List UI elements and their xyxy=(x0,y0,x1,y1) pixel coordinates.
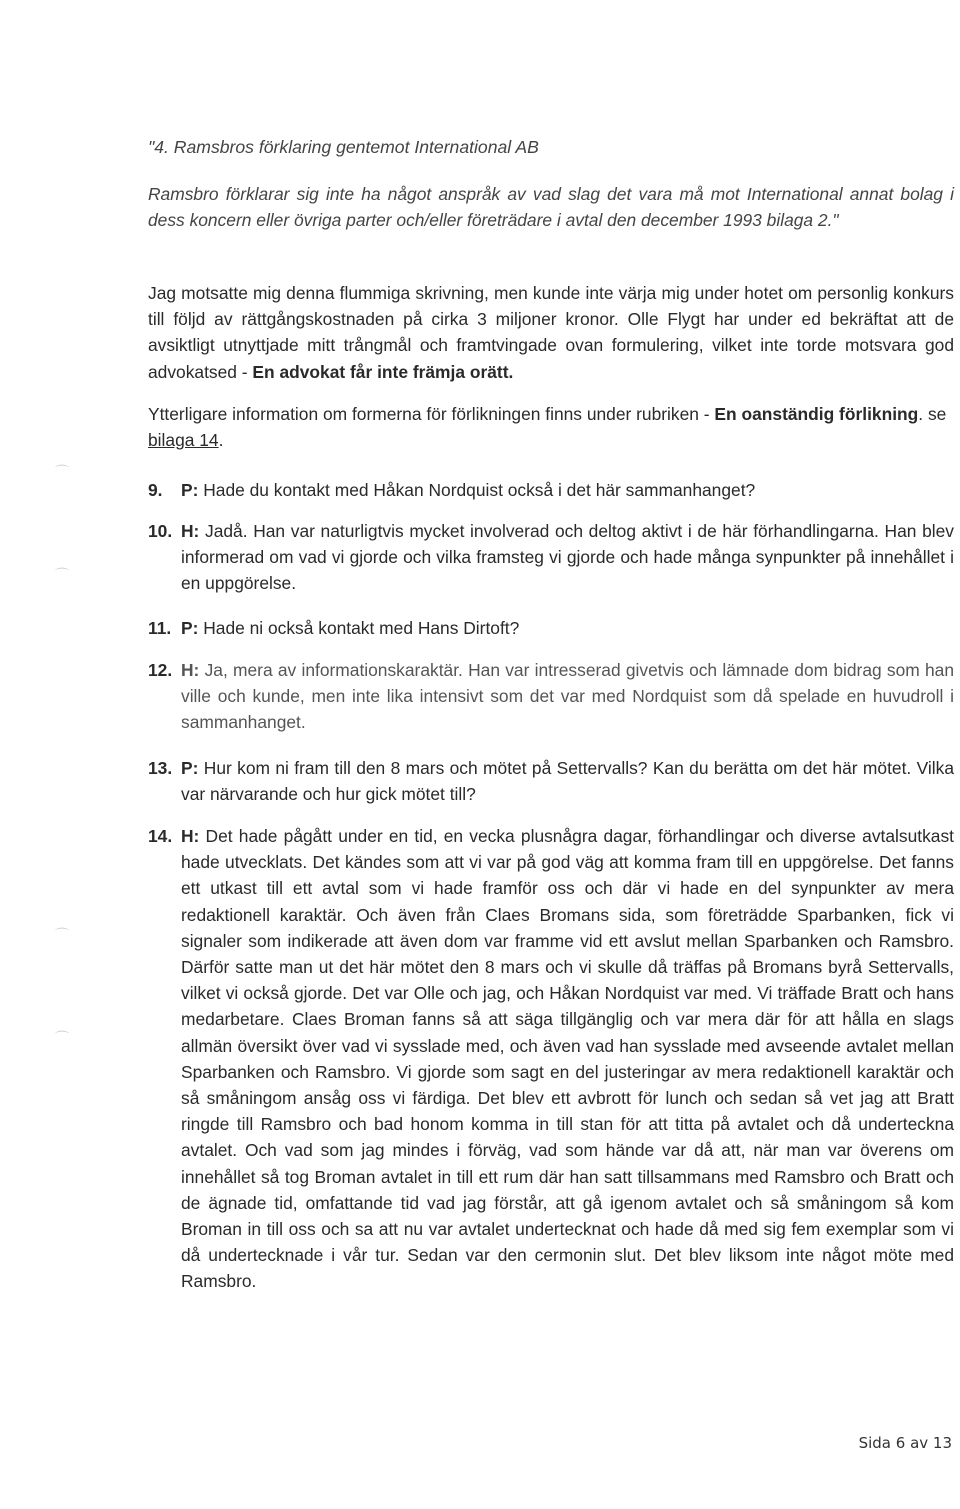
paragraph-2-end: . xyxy=(218,430,224,451)
item-text: Ja, mera av informationskaraktär. Han var intresserad givetvis och lämnade dom bidrag som han ville och kunde, men inte lika intensivt som det var med Nordquist som då spelade en huvudroll i sammanhanget. xyxy=(181,660,954,733)
item-number: 11. xyxy=(148,618,172,638)
item-number: 13. xyxy=(148,758,173,778)
item-number: 12. xyxy=(148,660,173,680)
scan-mark: ⌒ xyxy=(55,464,69,480)
item-text: Jadå. Han var naturligtvis mycket involverad och deltog aktivt i de här förhandlingarna. Han blev informerad om vad vi gjorde och vilka framsteg vi gjorde och hade många synpunkter på innehållet i en uppgörelse. xyxy=(181,521,954,594)
item-number: 10. xyxy=(148,521,173,541)
paragraph-2-after: . se xyxy=(918,404,947,424)
page-number: Sida 6 av 13 xyxy=(858,1434,952,1452)
list-item xyxy=(181,477,954,503)
list-item xyxy=(181,823,954,1295)
list-item xyxy=(181,518,954,597)
speaker-label: H: xyxy=(181,826,200,846)
speaker-label: H: xyxy=(181,521,200,541)
item-text: Det hade pågått under en tid, en vecka plusnågra dagar, förhandlingar och diverse avtalsutkast hade utvecklats. Det kändes som att vi var på god väg att komma fram till en uppgörelse. Det fanns ett utkast till ett avtal som vi hade framför oss och där vi hade en del synpunkter av mera redaktionell karaktär. Och även från Claes Bromans sida, som företrädde Sparbanken, fick vi signaler som indikerade att även dom var framme vid ett avslut mellan Sparbanken och Ramsbro. Därför satte man ut det här mötet den 8 mars och vi skulle då träffas på Bromans byrå Settervalls, vilket vi också gjorde. Det var Olle och jag, och Håkan Nordquist var med. Vi träffade Bratt och hans medarbetare. Claes Broman fanns så att säga tillgänglig och var mera där för att hålla en slags allmän översikt över vad vi sysslade med, och även vad han sysslade med avseende avtalet mellan Sparbanken och Ramsbro. Vi gjorde som sagt en del justeringar av mera redaktionell karaktär och så småningom ansåg oss vi färdiga. Det blev ett avbrott för lunch och sedan så vet jag att Bratt ringde till Ramsbro och bad honom komma in till stan för att titta på avtalet och då underteckna avtalet. Och vad som jag mindes i förväg, vad som hände var då att, när man var överens om innehållet så tog Broman avtalet in till ett rum där han satt tillsammans med Ramsbro och Bratt och de ägnade tid, omfattande tid vad jag förstår, att gå igenom avtalet och så småningom så kom Broman in till oss och sa att nu var avtalet undertecknat och hade då med sig fem exemplar som vi då undertecknade i vår tur. Sedan var den cermonin slut. Det blev liksom inte något möte med Ramsbro. xyxy=(181,826,954,1292)
list-item xyxy=(181,615,954,641)
paragraph-2 xyxy=(148,401,954,453)
speaker-label: P: xyxy=(181,618,199,638)
scan-mark: ⌒ xyxy=(55,927,69,943)
paragraph-1-bold: En advokat får inte främja orätt. xyxy=(252,361,514,382)
speaker-label: H: xyxy=(181,660,200,680)
item-text: Hade ni också kontakt med Hans Dirtoft? xyxy=(198,618,520,638)
scan-mark: ⌒ xyxy=(55,567,69,583)
quote-paragraph: Ramsbro förklarar sig inte ha något anspråk av vad slag det vara må mot International annat bolag i dess koncern eller övriga parter och/eller företrädare i avtal den december 1993 bilaga 2." xyxy=(148,184,954,231)
paragraph-2-bold: En oanständig förlikning xyxy=(714,404,919,424)
list-item xyxy=(181,657,954,736)
list-item xyxy=(181,755,954,807)
item-number: 14. xyxy=(148,826,173,846)
speaker-label: P: xyxy=(181,758,199,778)
paragraph-1 xyxy=(148,280,954,385)
paragraph-2-text: Ytterligare information om formerna för förlikningen finns under rubriken - xyxy=(148,404,715,424)
item-text: Hur kom ni fram till den 8 mars och mötet på Settervalls? Kan du berätta om det här mötet. Vilka var närvarande och hur gick mötet till? xyxy=(181,758,954,805)
paragraph-1-text: Jag motsatte mig denna flummiga skrivning, men kunde inte värja mig under hotet om personlig konkurs till följd av rättgångskostnaden på cirka 3 miljoner kronor. Olle Flygt har under ed bekräftat att de avsiktligt utnyttjade mitt trångmål och framtvingade ovan formulering, vilket inte torde motsvara god advokatsed - xyxy=(148,283,954,382)
speaker-label: P: xyxy=(181,480,199,500)
quote-heading: "4. Ramsbros förklaring gentemot International AB xyxy=(148,137,539,157)
scan-mark: ⌒ xyxy=(55,1030,69,1046)
item-text: Hade du kontakt med Håkan Nordquist också i det här sammanhanget? xyxy=(198,480,756,500)
bilaga-link[interactable]: bilaga 14 xyxy=(148,430,219,451)
item-number: 9. xyxy=(148,480,163,500)
